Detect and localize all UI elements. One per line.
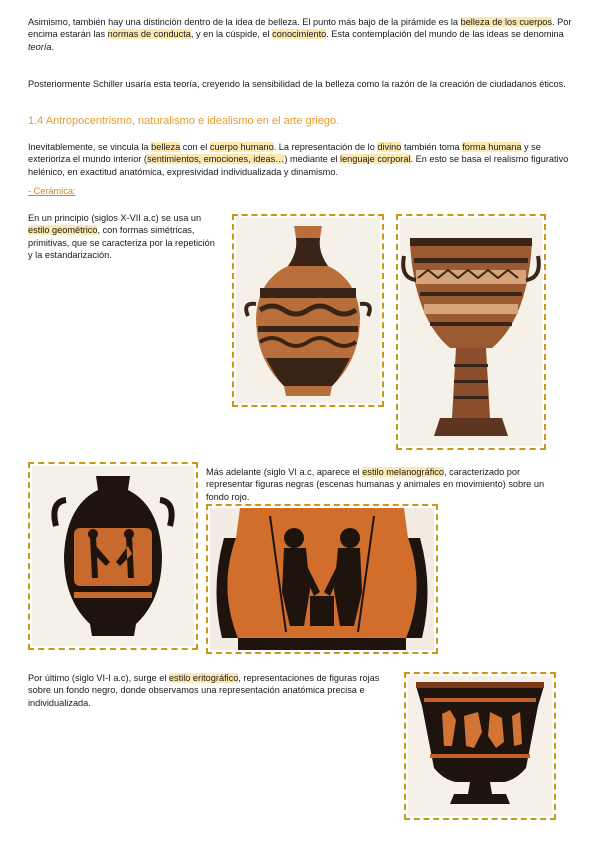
intro-paragraph: Asimismo, también hay una distinción dentro de la idea de belleza. El punto más bajo de la pirámide es la belleza de los cuerpos. Por encima estarán las normas de conducta, y en la cúspide, el conocimiento. Esta contemplación del mundo de las ideas se denomina teoría.: [28, 17, 572, 52]
black-figure-detail-image: [210, 508, 434, 650]
highlight-estilo-eritografico: estilo eritográfico: [168, 673, 239, 683]
erythrographic-style-paragraph: Por último (siglo VI-I a.c), surge el estilo eritográfico, representaciones de figuras rojas sobre un fondo negro, donde observamos una representación anatómica precisa e individualizada.: [28, 673, 380, 708]
highlight-sentimientos: sentimientos, emociones, ideas…: [146, 154, 285, 165]
highlight-forma-humana: forma humana: [462, 142, 522, 152]
highlight-lenguaje-corporal: lenguaje corporal: [340, 154, 411, 165]
highlight-belleza-cuerpos: belleza de los cuerpos: [460, 17, 553, 27]
highlight-conocimiento: conocimiento: [272, 29, 327, 40]
red-figure-krater-image: [408, 676, 552, 816]
geometric-amphora-image: [236, 218, 380, 403]
term-teoria: teoría: [28, 41, 52, 52]
highlight-belleza: belleza: [151, 142, 181, 152]
schiller-paragraph: Posteriormente Schiller usaría esta teoría, creyendo la sensibilidad de la belleza como la razón de la creación de ciudadanos éticos.: [28, 79, 566, 89]
ceramica-subheading: - Cerámica:: [28, 186, 76, 196]
geometric-krater-image: [400, 218, 542, 446]
black-figure-amphora-image: [32, 466, 194, 646]
section-heading: 1.4 Antropocentrismo, naturalismo e idealismo en el arte griego.: [28, 115, 340, 127]
highlight-cuerpo-humano: cuerpo humano: [209, 142, 274, 152]
highlight-divino: divino: [377, 142, 402, 152]
melanographic-style-paragraph: Más adelante (siglo VI a.c, aparece el estilo melanográfico, caracterizado por representar figuras negras (escenas humanas y animales en movimiento) sobre un fondo rojo.: [206, 467, 545, 502]
highlight-estilo-geometrico: estilo geométrico: [28, 225, 98, 236]
highlight-estilo-melanografico: estilo melanográfico: [362, 467, 444, 477]
anthropocentrism-paragraph: Inevitablemente, se vincula la belleza con el cuerpo humano. La representación de lo divino también toma forma humana y se exterioriza el mundo interior (sentimientos, emociones, ideas…) mediante el lenguaje corporal. En esto se basa el realismo figurativo helénico, en exactitud anatómica, expresividad individualizada y dinamismo.: [28, 142, 569, 177]
geometric-style-paragraph: En un principio (siglos X-VII a.c) se usa un estilo geométrico, con formas simétricas, primitivas, que se caracteriza por la repetición y la estandarización.: [28, 213, 215, 261]
highlight-normas: normas de conducta: [107, 29, 191, 40]
